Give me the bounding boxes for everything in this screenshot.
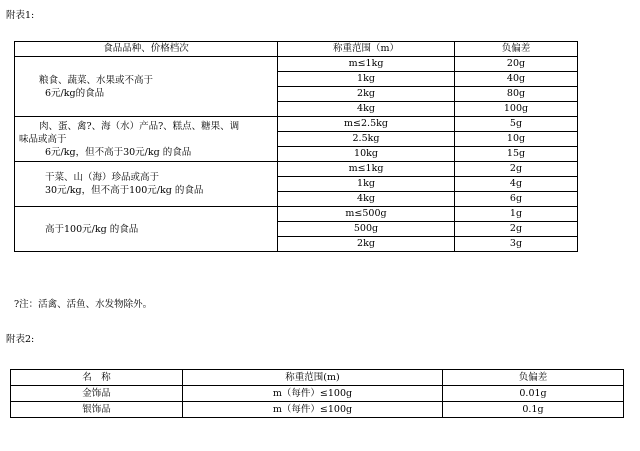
table-row: [15, 162, 578, 177]
negative-tolerance-cell: 6g: [455, 192, 578, 207]
header-name: 名 称: [11, 370, 183, 386]
item-name: 银饰品: [11, 402, 183, 418]
weight-range-cell: 1kg: [278, 72, 455, 87]
item-name: 金饰品: [11, 386, 183, 402]
weight-range-cell: 4kg: [278, 192, 455, 207]
food-category-line: 6元/kg，但不高于30元/kg 的食品: [45, 146, 192, 158]
jewelry-tolerance-table: [10, 369, 624, 418]
header-weight-range: 称重范围（m）: [278, 42, 455, 57]
table-row: [15, 117, 578, 132]
negative-tolerance-cell: 4g: [455, 177, 578, 192]
weight-range-cell: m≤1kg: [278, 162, 455, 177]
food-category-line: 30元/kg，但不高于100元/kg 的食品: [45, 185, 204, 196]
table-row: [15, 57, 578, 72]
table-header-row: [11, 370, 624, 386]
table1-label: 附表1:: [6, 10, 35, 21]
table-row: [15, 207, 578, 222]
food-category-line: 肉、蛋、禽?、海（水）产品?、糕点、糖果、调: [39, 120, 240, 132]
weight-tolerance-table: [14, 41, 578, 252]
food-category-line: 粮食、蔬菜、水果或不高于: [39, 74, 154, 86]
header-negative-tolerance: 负偏差: [455, 42, 578, 57]
food-category-cell: [15, 162, 278, 207]
header-negative-tolerance: 负偏差: [443, 370, 624, 386]
negative-tolerance-cell: 15g: [455, 147, 578, 162]
weight-range-cell: 500g: [278, 222, 455, 237]
table-row: [11, 402, 624, 418]
negative-tolerance-cell: 5g: [455, 117, 578, 132]
table-row: [11, 386, 624, 402]
food-category-line: 6元/kg的食品: [45, 87, 105, 99]
weight-range-cell: 1kg: [278, 177, 455, 192]
food-category-line: 干菜、山（海）珍品或高于: [45, 172, 160, 183]
item-tolerance: 0.01g: [443, 386, 624, 402]
food-category-cell: [15, 117, 278, 162]
negative-tolerance-cell: 3g: [455, 237, 578, 252]
negative-tolerance-cell: 10g: [455, 132, 578, 147]
weight-range-cell: 2kg: [278, 237, 455, 252]
negative-tolerance-cell: 40g: [455, 72, 578, 87]
food-category-line: 味品或高于: [19, 133, 67, 145]
negative-tolerance-cell: 1g: [455, 207, 578, 222]
food-category-cell: [15, 57, 278, 117]
weight-range-cell: m≤500g: [278, 207, 455, 222]
weight-range-cell: 2.5kg: [278, 132, 455, 147]
weight-range-cell: 4kg: [278, 102, 455, 117]
weight-tolerance-table-body: [15, 42, 578, 252]
footnote: ?注：活禽、活鱼、水发物除外。: [14, 299, 153, 310]
negative-tolerance-cell: 80g: [455, 87, 578, 102]
weight-range-cell: m≤2.5kg: [278, 117, 455, 132]
food-category-cell: [15, 207, 278, 252]
weight-range-cell: m≤1kg: [278, 57, 455, 72]
header-food-category: 食品品种、价格档次: [15, 42, 278, 57]
header-weight-range: 称重范围(m): [183, 370, 443, 386]
negative-tolerance-cell: 2g: [455, 222, 578, 237]
table-header-row: [15, 42, 578, 57]
negative-tolerance-cell: 100g: [455, 102, 578, 117]
item-tolerance: 0.1g: [443, 402, 624, 418]
item-weight-range: m（每件）≤100g: [183, 386, 443, 402]
item-weight-range: m（每件）≤100g: [183, 402, 443, 418]
negative-tolerance-cell: 20g: [455, 57, 578, 72]
weight-range-cell: 10kg: [278, 147, 455, 162]
negative-tolerance-cell: 2g: [455, 162, 578, 177]
table2-label: 附表2:: [6, 334, 35, 345]
weight-range-cell: 2kg: [278, 87, 455, 102]
food-category-line: 高于100元/kg 的食品: [45, 223, 139, 235]
